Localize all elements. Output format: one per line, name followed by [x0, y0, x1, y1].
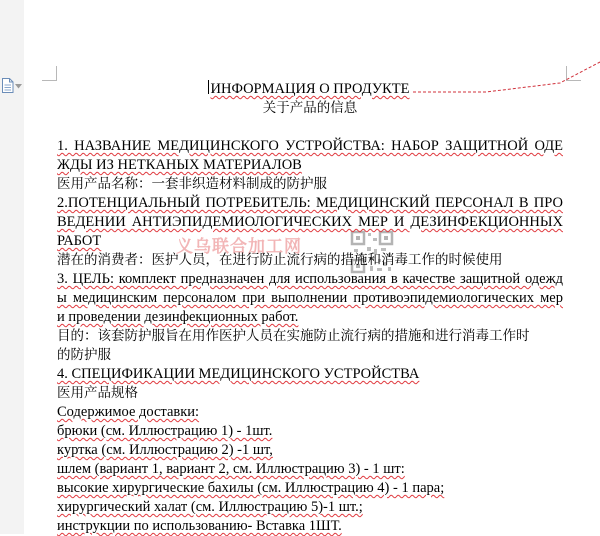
document-line: 潜在的消费者：医护人员，在进行防止流行病的措施和消毒工作的时候使用 — [57, 252, 503, 268]
document-page[interactable] — [57, 80, 563, 536]
document-line: брюки (см. Иллюстрацию 1) - 1шт. — [57, 423, 273, 439]
document-line: 4. СПЕЦИФИКАЦИИ МЕДИЦИНСКОГО УСТРОЙСТВА — [57, 366, 420, 382]
document-line: 3. ЦЕЛЬ: комплект предназначен для использования в качестве защитной одежд — [57, 271, 563, 287]
chevron-down-icon[interactable] — [15, 84, 22, 89]
document-line: куртка (см. Иллюстрацию 2) -1 шт, — [57, 442, 273, 458]
document-line: инструкции по использованию- Вставка 1ШТ. — [57, 518, 342, 534]
watermark-text: 义乌联合加工网 — [176, 237, 302, 257]
document-line: ЖДЫ ИЗ НЕТКАНЫХ МАТЕРИАЛОВ — [57, 157, 302, 173]
document-line: 医用产品规格 — [57, 385, 138, 401]
document-line: 的防护服 — [57, 347, 111, 363]
document-line: Содержимое доставки: — [57, 404, 200, 420]
document-body — [57, 137, 563, 536]
document-line: 目的：该套防护服旨在用作医护人员在实施防止流行病的措施和进行消毒工作时 — [57, 328, 530, 344]
document-line: и проведении дезинфекционных работ. — [57, 309, 299, 325]
margin-mark-left — [42, 66, 57, 81]
document-line: высокие хирургические бахилы (см. Иллюстрацию 4) - 1 пара; — [57, 480, 445, 496]
document-icon[interactable] — [1, 78, 14, 93]
document-line: ВЕДЕНИИ АНТИЭПИДЕМИОЛОГИЧЕСКИХ МЕР И ДЕЗИНФЕКЦИОННЫХ — [57, 214, 563, 230]
blank-line — [57, 118, 563, 137]
document-line: 2.ПОТЕНЦИАЛЬНЫЙ ПОТРЕБИТЕЛЬ: МЕДИЦИНСКИЙ ПЕРСОНАЛ В ПРО — [57, 195, 563, 211]
margin-mark-right — [566, 66, 581, 81]
document-title-zh: 关于产品的信息 — [262, 100, 358, 116]
document-line: ы медицинским персоналом при выполнении противоэпидемиологических мер — [57, 290, 563, 306]
document-line: шлем (вариант 1, вариант 2, см. Иллюстрацию 3) - 1 шт: — [57, 461, 405, 477]
document-line: 1. НАЗВАНИЕ МЕДИЦИНСКОГО УСТРОЙСТВА: НАБОР ЗАЩИТНОЙ ОДЕ — [57, 138, 563, 154]
document-line: РАБОТ — [57, 233, 102, 249]
document-title-ru: ИНФОРМАЦИЯ О ПРОДУКТЕ — [210, 81, 410, 97]
document-line: хирургический халат (см. Иллюстрацию 5)-1 шт.; — [57, 499, 363, 515]
document-line: 医用产品名称：一套非织造材料制成的防护服 — [57, 176, 327, 192]
